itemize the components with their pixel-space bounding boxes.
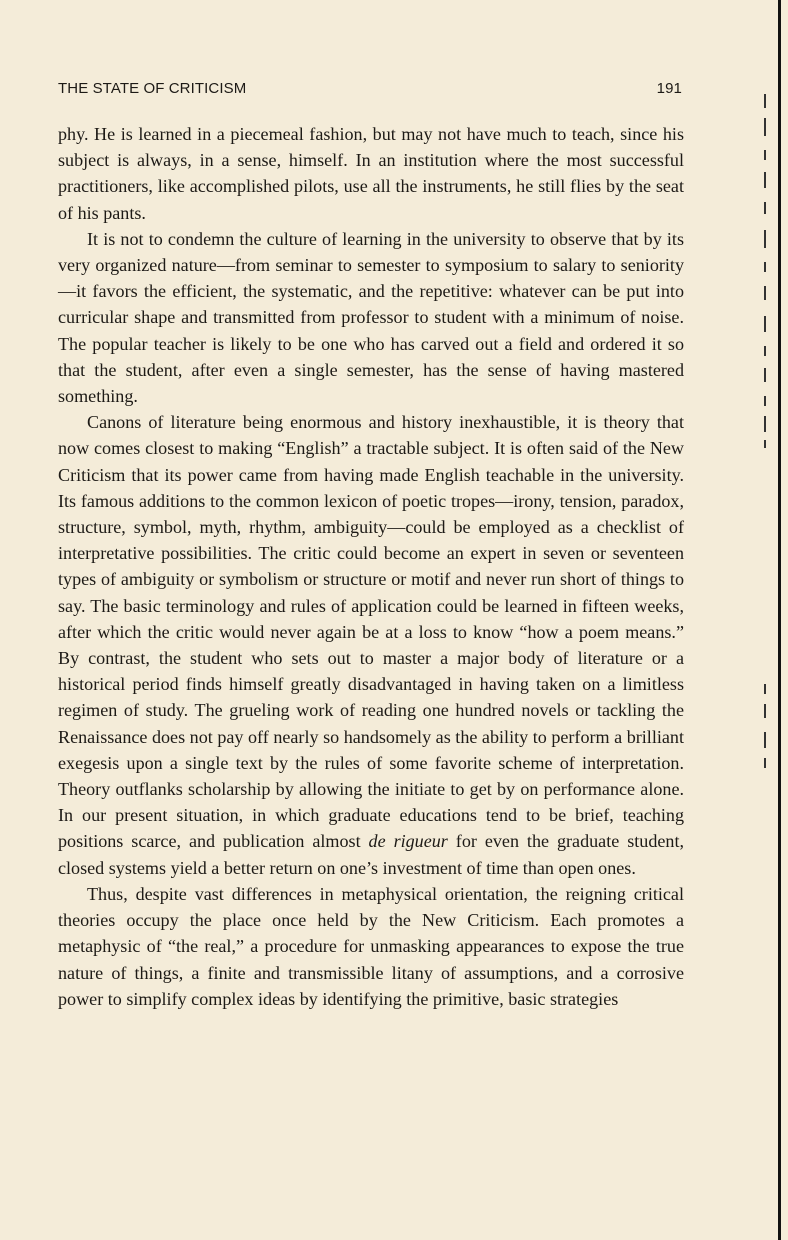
paragraph-4: Thus, despite vast differences in metaphysical orientation, the reigning critical theories occupy the place once held by the New Criticism. Each promotes a metaphysic of “the real,” a procedure for unmasking appearances to expose the true nature of things, a finite and transmissible litany of assumptions, and a corrosive power to simplify complex ideas by identifying the primitive, basic strategies [58,883,684,1009]
paragraph-3-text-a: Canons of literature being enormous and history inexhaustible, it is theory that now comes closest to making “English” a tractable subject. It is often said of the New Criticism that its power came from having made English teachable in the university. Its famous additions to the common lexicon of poetic tropes—irony, tension, paradox, structure, symbol, myth, rhythm, ambiguity—could be employed as a checklist of interpretative possibilities. The critic could become an expert in seven or seventeen types of ambiguity or symbolism or structure or motif and never run short of things to say. The basic terminology and rules of application could be learned in fifteen weeks, after which the critic would never again be at a loss to know “how a poem means.” By contrast, the student who sets out to master a major body of literature or a historical period finds himself greatly disadvantaged in having taken on a limitless regimen of study. The grueling work of reading one hundred novels or tackling the Renaissance does not pay off nearly so handsomely as the ability to perform a brilliant exegesis upon a single text by the rules of some favorite scheme of interpretation. Theory outflanks scholarship by allowing the initiate to get by on performance alone. In our present situation, in which graduate educations tend to be brief, teaching positions scarce, and publication almost [58,412,684,852]
body-text [58,121,684,1012]
paragraph-3 [58,409,684,881]
paragraph-3-text-b: for even the graduate student, closed systems yield a better return on one’s investment of time than open ones. [58,831,684,878]
paragraph-1: phy. He is learned in a piecemeal fashion, but may not have much to teach, since his subject is always, in a sense, himself. In an institution where the most successful practitioners, like accomplished pilots, use all the instruments, he still flies by the seat of his pants. [58,124,684,223]
page-edge-rule [778,0,781,1240]
running-head-title: THE STATE OF CRITICISM [58,80,247,97]
margin-marks [764,90,768,790]
paragraph-2: It is not to condemn the culture of learning in the university to observe that by its very organized nature—from seminar to semester to symposium to salary to seniority—it favors the efficient, the systematic, and the repetitive: whatever can be put into curricular shape and transmitted from professor to student with a minimum of noise. The popular teacher is likely to be one who has carved out a field and ordered it so that the student, after even a single semester, has the sense of having mastered something. [58,228,684,407]
paragraph-3-italic-phrase: de rigueur [368,831,448,852]
running-head [58,80,682,102]
page-number: 191 [656,80,682,97]
